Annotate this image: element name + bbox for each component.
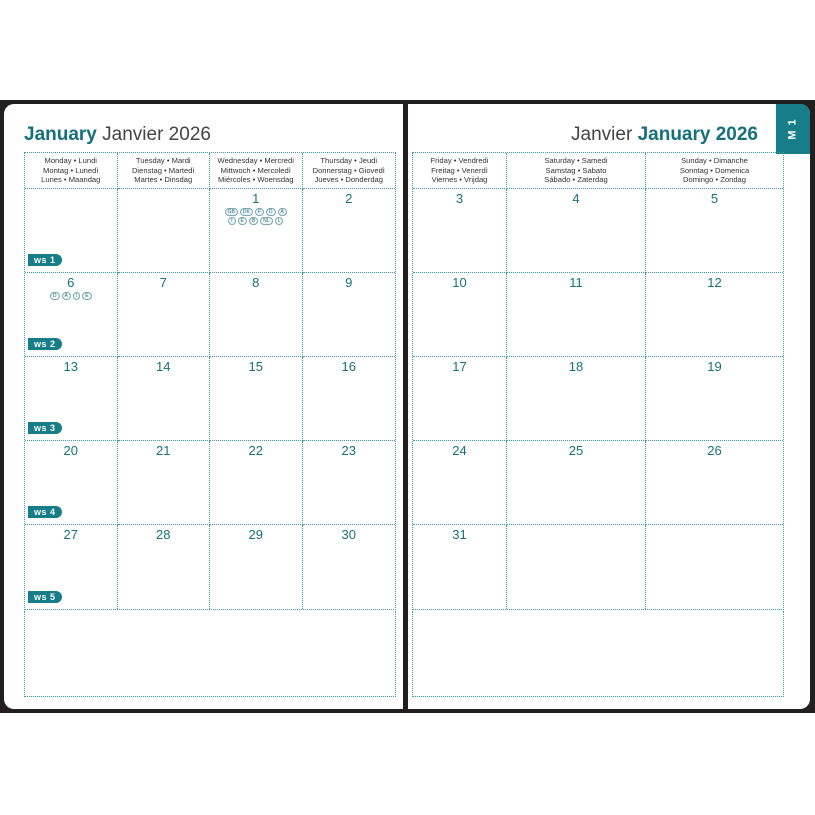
- day-number: 4: [572, 191, 580, 206]
- day-cell[interactable]: [303, 273, 396, 357]
- day-cell[interactable]: [118, 357, 211, 441]
- day-cell[interactable]: [118, 273, 211, 357]
- right-page-title: [571, 124, 758, 146]
- day-number: 26: [707, 443, 722, 458]
- holiday-chips: [25, 292, 117, 300]
- day-cell[interactable]: [507, 273, 646, 357]
- day-cell[interactable]: [413, 357, 507, 441]
- day-number: 8: [252, 275, 260, 290]
- weekday-label: Samstag • Sabato: [545, 165, 607, 175]
- week-badge: ws 4: [28, 506, 62, 518]
- country-chip: E: [82, 292, 91, 300]
- day-number: 13: [63, 359, 78, 374]
- week-badge: ws 2: [28, 338, 62, 350]
- day-number: 12: [707, 275, 722, 290]
- country-chip: A: [278, 208, 287, 216]
- day-cell[interactable]: [303, 189, 396, 273]
- weekday-header-friday: [413, 153, 507, 189]
- day-number: 5: [710, 191, 719, 206]
- notes-area[interactable]: [412, 611, 784, 697]
- week-badge: ws 5: [28, 591, 62, 603]
- day-cell[interactable]: [413, 189, 507, 273]
- weekday-label: Saturday • Samedi: [544, 156, 608, 166]
- day-cell[interactable]: [413, 273, 507, 357]
- country-chip: F: [255, 208, 264, 216]
- day-number: 25: [568, 443, 584, 458]
- weekday-header-sunday: [646, 153, 783, 189]
- day-cell[interactable]: [210, 189, 303, 273]
- day-cell[interactable]: [413, 525, 507, 609]
- country-chip: A: [62, 292, 71, 300]
- weekday-label: Martes • Dinsdag: [134, 175, 193, 185]
- left-calendar-grid: [24, 152, 396, 610]
- month-name-en: January: [24, 124, 97, 145]
- country-chip: GB: [225, 208, 238, 216]
- weekday-label: Dienstag • Martedì: [131, 165, 195, 175]
- right-calendar-grid: [412, 152, 784, 610]
- month-tab-label: M 1: [787, 118, 799, 140]
- day-number: 2: [345, 191, 353, 206]
- day-number: 7: [159, 275, 167, 290]
- day-number: 14: [156, 359, 171, 374]
- day-cell[interactable]: [646, 273, 783, 357]
- day-number: 9: [345, 275, 353, 290]
- day-number: 3: [455, 191, 464, 206]
- weekday-label: Domingo • Zondag: [682, 175, 747, 185]
- week-badge: ws 1: [28, 254, 62, 266]
- month-tab[interactable]: [776, 104, 810, 154]
- day-number: 29: [248, 527, 263, 542]
- day-number: 16: [341, 359, 356, 374]
- weekday-label: Jueves • Donderdag: [314, 175, 383, 185]
- day-number: 10: [452, 275, 467, 290]
- left-page-title: [24, 124, 211, 146]
- left-page: [4, 104, 403, 709]
- weekday-label: Friday • Vendredi: [430, 156, 489, 166]
- day-cell[interactable]: [507, 357, 646, 441]
- day-number: 28: [156, 527, 171, 542]
- weekday-header-monday: [25, 153, 118, 189]
- day-cell[interactable]: [118, 525, 211, 609]
- country-chip: DK: [240, 208, 253, 216]
- day-number: 22: [248, 443, 263, 458]
- weekday-label: Sábado • Zaterdag: [544, 175, 608, 185]
- day-cell[interactable]: [303, 525, 396, 609]
- country-chip: NL: [260, 217, 272, 225]
- month-name-fr: Janvier: [571, 124, 633, 145]
- weekday-header-saturday: [507, 153, 646, 189]
- month-name-fr: Janvier 2026: [102, 124, 211, 145]
- weekday-label: Sonntag • Domenica: [679, 165, 750, 175]
- day-cell[interactable]: [210, 357, 303, 441]
- day-number: 19: [707, 359, 722, 374]
- day-number: 20: [63, 443, 78, 458]
- day-cell[interactable]: [507, 189, 646, 273]
- day-cell[interactable]: [646, 357, 783, 441]
- weekday-header-tuesday: [118, 153, 211, 189]
- day-cell[interactable]: [25, 525, 118, 609]
- day-cell[interactable]: [646, 441, 783, 525]
- day-number: 11: [569, 275, 583, 290]
- weekday-label: Monday • Lundi: [44, 156, 97, 166]
- weekday-label: Thursday • Jeudi: [320, 156, 378, 166]
- weekday-header-wednesday: [210, 153, 303, 189]
- weekday-label: Donnerstag • Giovedì: [312, 165, 385, 175]
- weekday-label: Mittwoch • Mercoledì: [220, 165, 291, 175]
- day-cell[interactable]: [303, 357, 396, 441]
- day-cell[interactable]: [210, 441, 303, 525]
- day-cell[interactable]: [25, 357, 118, 441]
- country-chip: B: [249, 217, 258, 225]
- day-cell[interactable]: [210, 273, 303, 357]
- weekday-label: Wednesday • Mercredi: [217, 156, 294, 166]
- week-badge: ws 3: [28, 422, 62, 434]
- day-number: 17: [452, 359, 467, 374]
- weekday-label: Miércoles • Woensdag: [217, 175, 294, 185]
- weekday-label: Montag • Lunedì: [43, 165, 99, 175]
- day-number: 15: [248, 359, 263, 374]
- day-cell[interactable]: [118, 189, 211, 273]
- day-number: 6: [67, 275, 75, 290]
- country-chip: I: [73, 292, 80, 300]
- weekday-label: Freitag • Venerdì: [431, 165, 488, 175]
- day-cell[interactable]: [210, 525, 303, 609]
- day-number: 23: [341, 443, 356, 458]
- weekday-label: Viernes • Vrijdag: [431, 175, 488, 185]
- weekday-header-thursday: [303, 153, 396, 189]
- country-chip: I: [228, 217, 235, 225]
- country-chip: E: [238, 217, 247, 225]
- day-number: 30: [341, 527, 356, 542]
- weekday-label: Lunes • Maandag: [41, 175, 101, 185]
- weekday-label: Sunday • Dimanche: [681, 156, 748, 166]
- weekday-label: Tuesday • Mardi: [135, 156, 191, 166]
- day-number: 21: [156, 443, 171, 458]
- holiday-chips: [210, 217, 302, 225]
- day-number: 18: [568, 359, 584, 374]
- country-chip: D: [266, 208, 276, 216]
- day-number: 1: [252, 191, 260, 206]
- right-page: [408, 104, 810, 709]
- holiday-chips: [210, 208, 302, 216]
- day-cell[interactable]: [25, 273, 118, 357]
- day-cell[interactable]: [646, 525, 783, 609]
- day-cell[interactable]: [507, 525, 646, 609]
- day-cell[interactable]: [646, 189, 783, 273]
- month-name-en: January 2026: [637, 124, 758, 145]
- day-number: 27: [63, 527, 78, 542]
- day-number: 24: [452, 443, 467, 458]
- day-cell[interactable]: [25, 189, 118, 273]
- day-cell[interactable]: [507, 441, 646, 525]
- notes-area[interactable]: [24, 611, 396, 697]
- country-chip: L: [275, 217, 284, 225]
- day-cell[interactable]: [118, 441, 211, 525]
- country-chip: D: [50, 292, 60, 300]
- day-cell[interactable]: [25, 441, 118, 525]
- day-cell[interactable]: [303, 441, 396, 525]
- day-number: 31: [452, 527, 467, 542]
- day-cell[interactable]: [413, 441, 507, 525]
